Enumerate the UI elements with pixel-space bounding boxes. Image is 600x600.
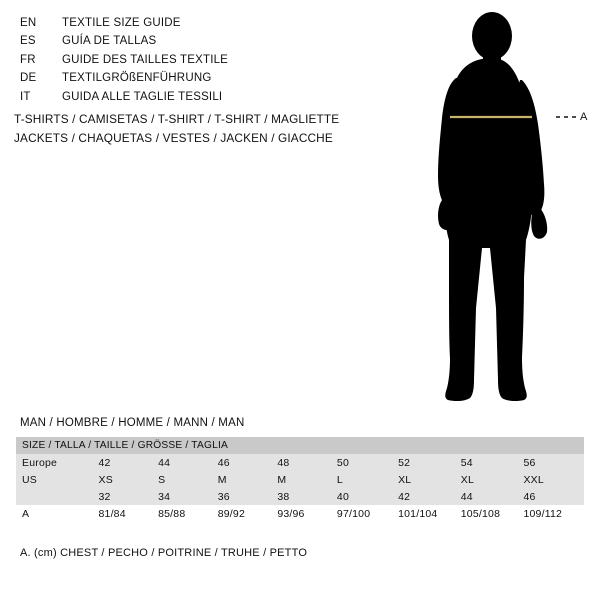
language-row bbox=[20, 51, 400, 69]
cell-value: XL bbox=[396, 471, 459, 488]
cell-value: 38 bbox=[275, 488, 335, 505]
cell-value: 109/112 bbox=[521, 505, 584, 522]
row-label: Europe bbox=[16, 454, 96, 471]
cell-value: M bbox=[275, 471, 335, 488]
cell-value: 101/104 bbox=[396, 505, 459, 522]
cell-value: 44 bbox=[156, 454, 216, 471]
table-row bbox=[16, 471, 584, 488]
chest-measure-label: A bbox=[580, 111, 588, 123]
man-section-title: MAN / HOMBRE / HOMME / MANN / MAN bbox=[20, 417, 245, 429]
male-silhouette-shape bbox=[438, 12, 547, 401]
cell-value: 52 bbox=[396, 454, 459, 471]
cell-value: 36 bbox=[216, 488, 276, 505]
language-row bbox=[20, 88, 400, 106]
cell-value: 56 bbox=[521, 454, 584, 471]
language-title: GUIDE DES TAILLES TEXTILE bbox=[62, 53, 229, 66]
category-jackets: JACKETS / CHAQUETAS / VESTES / JACKEN / GIACCHE bbox=[14, 131, 333, 145]
cell-value: 42 bbox=[96, 454, 156, 471]
cell-value: M bbox=[216, 471, 276, 488]
cell-value: 89/92 bbox=[216, 505, 276, 522]
row-label bbox=[16, 488, 96, 505]
category-tshirts: T-SHIRTS / CAMISETAS / T-SHIRT / T-SHIRT / MAGLIETTE bbox=[14, 112, 340, 126]
language-row bbox=[20, 69, 400, 87]
language-title: TEXTILE SIZE GUIDE bbox=[62, 17, 181, 29]
language-code: DE bbox=[20, 72, 37, 85]
cell-value: 44 bbox=[459, 488, 522, 505]
table-header-row bbox=[16, 437, 584, 454]
cell-value: 46 bbox=[521, 488, 584, 505]
cell-value: S bbox=[156, 471, 216, 488]
body-figure-illustration bbox=[404, 8, 600, 408]
table-row bbox=[16, 454, 584, 471]
cell-value: XS bbox=[96, 471, 156, 488]
cell-value: 48 bbox=[275, 454, 335, 471]
cell-value: XL bbox=[459, 471, 522, 488]
row-label: US bbox=[16, 471, 96, 488]
table-row bbox=[16, 488, 584, 505]
language-code: EN bbox=[20, 17, 37, 29]
cell-value: 85/88 bbox=[156, 505, 216, 522]
cell-value: L bbox=[335, 471, 396, 488]
language-title-list bbox=[20, 14, 400, 106]
language-title: TEXTILGRÖßENFÜHRUNG bbox=[62, 72, 212, 85]
cell-value: 32 bbox=[96, 488, 156, 505]
language-title: GUÍA DE TALLAS bbox=[62, 35, 157, 48]
cell-value: 97/100 bbox=[335, 505, 396, 522]
language-code: IT bbox=[20, 90, 31, 103]
language-code: FR bbox=[20, 53, 36, 66]
table-row bbox=[16, 505, 584, 522]
measurement-footnote: A. (cm) CHEST / PECHO / POITRINE / TRUHE / PETTO bbox=[20, 547, 308, 559]
cell-value: 40 bbox=[335, 488, 396, 505]
language-code: ES bbox=[20, 35, 36, 48]
cell-value: 42 bbox=[396, 488, 459, 505]
cell-value: 46 bbox=[216, 454, 276, 471]
language-row bbox=[20, 32, 400, 50]
cell-value: 81/84 bbox=[96, 505, 156, 522]
row-label: A bbox=[16, 505, 96, 522]
cell-value: 93/96 bbox=[275, 505, 335, 522]
cell-value: 54 bbox=[459, 454, 522, 471]
language-row bbox=[20, 14, 400, 32]
garment-category-list bbox=[14, 110, 414, 148]
cell-value: 34 bbox=[156, 488, 216, 505]
cell-value: 50 bbox=[335, 454, 396, 471]
cell-value: 105/108 bbox=[459, 505, 522, 522]
size-table bbox=[16, 437, 584, 522]
cell-value: XXL bbox=[521, 471, 584, 488]
table-header-label: SIZE / TALLA / TAILLE / GRÖSSE / TAGLIA bbox=[16, 437, 584, 454]
language-title: GUIDA ALLE TAGLIE TESSILI bbox=[62, 90, 223, 103]
